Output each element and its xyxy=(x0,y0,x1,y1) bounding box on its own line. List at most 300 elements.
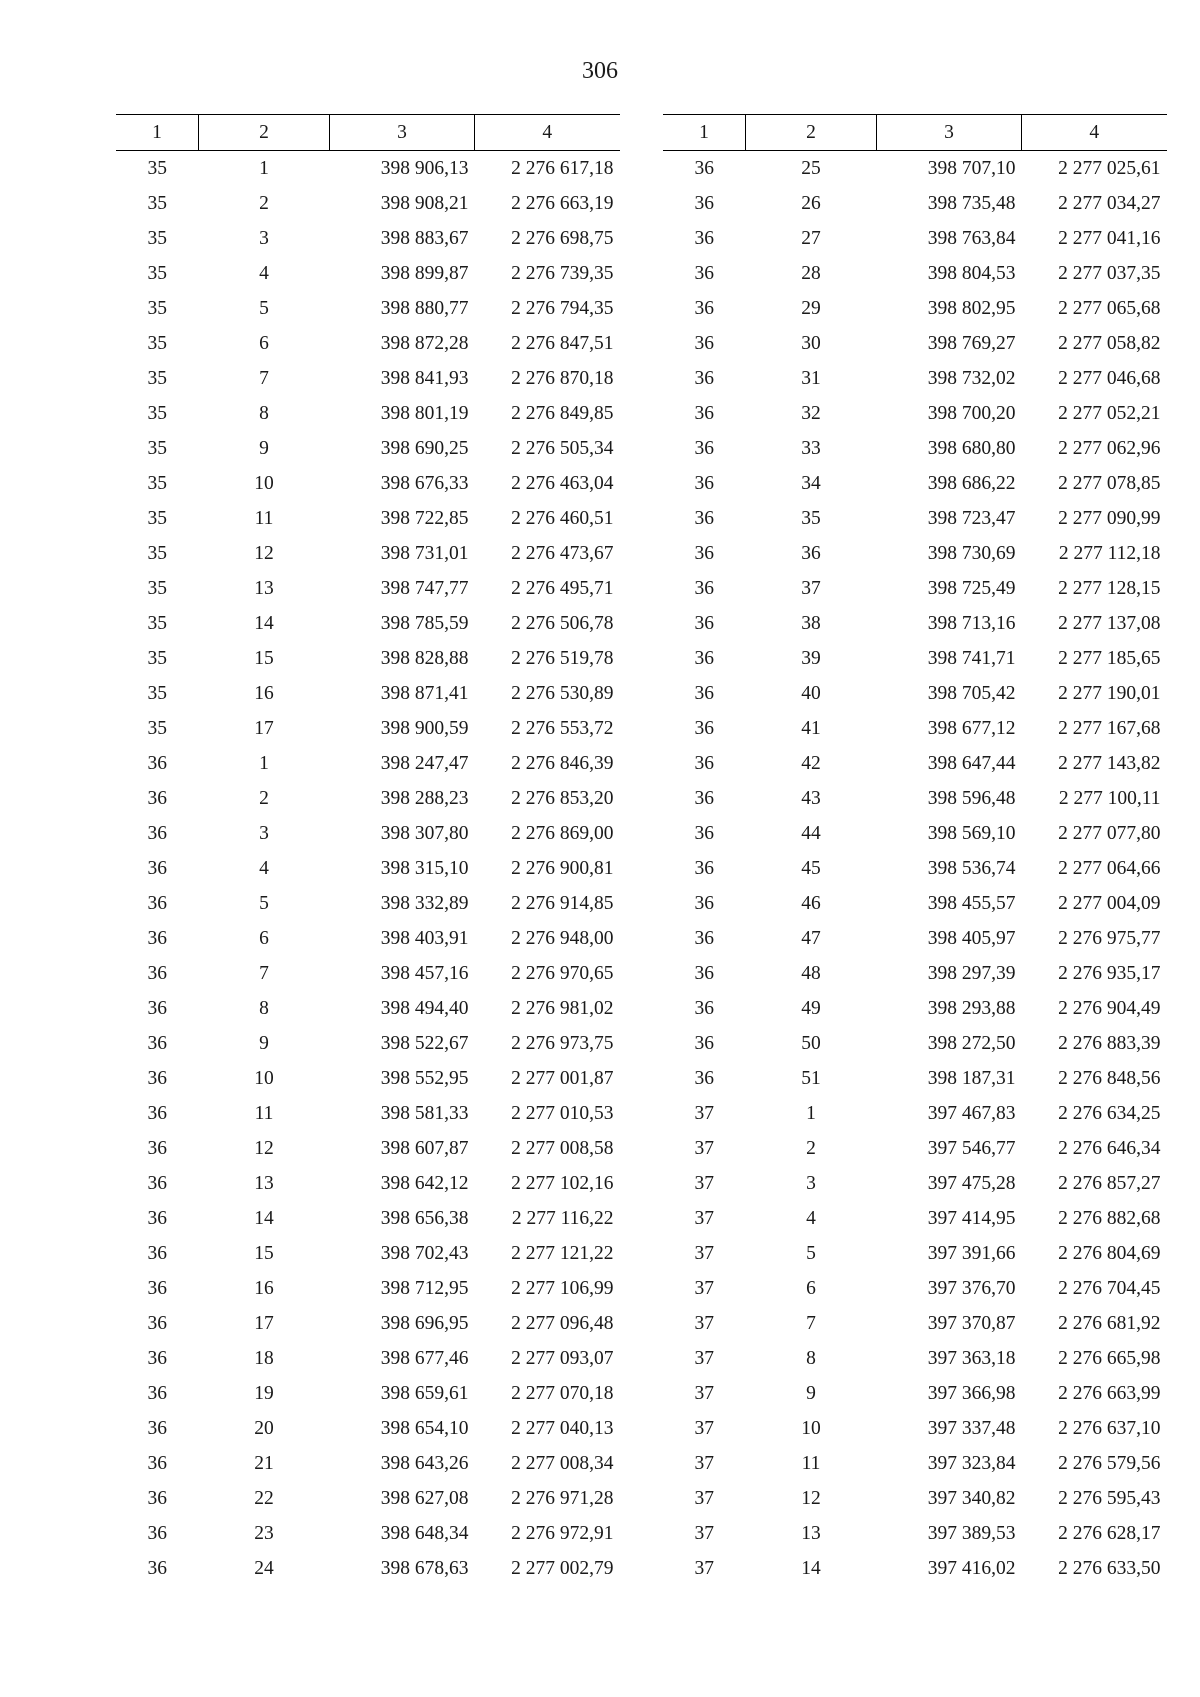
cell-section: 35 xyxy=(147,578,167,599)
cell-x-coordinate: 398 569,10 xyxy=(927,823,1016,844)
table-row xyxy=(116,291,620,326)
cell-x-coordinate: 398 899,87 xyxy=(380,263,469,284)
cell-point: 3 xyxy=(259,823,269,844)
cell-x-coordinate: 398 906,13 xyxy=(380,158,469,179)
table-row xyxy=(116,1446,620,1481)
cell-x-coordinate: 398 656,38 xyxy=(380,1208,469,1229)
cell-section: 35 xyxy=(147,648,167,669)
cell-y-coordinate: 2 277 112,18 xyxy=(1058,543,1161,564)
cell-section: 35 xyxy=(147,263,167,284)
table-row xyxy=(663,1481,1167,1516)
cell-point: 16 xyxy=(254,1278,274,1299)
cell-section: 35 xyxy=(147,718,167,739)
cell-y-coordinate: 2 277 102,16 xyxy=(511,1173,614,1194)
table-row xyxy=(116,1236,620,1271)
cell-section: 36 xyxy=(694,193,714,214)
cell-x-coordinate: 397 323,84 xyxy=(927,1453,1016,1474)
cell-y-coordinate: 2 276 981,02 xyxy=(511,998,614,1019)
table-row xyxy=(116,571,620,606)
cell-point: 14 xyxy=(801,1558,821,1579)
cell-y-coordinate: 2 277 078,85 xyxy=(1058,473,1161,494)
table-row xyxy=(663,991,1167,1026)
table-row xyxy=(116,151,620,187)
cell-point: 8 xyxy=(259,998,269,1019)
cell-y-coordinate: 2 277 010,53 xyxy=(511,1103,614,1124)
cell-point: 15 xyxy=(254,1243,274,1264)
cell-point: 29 xyxy=(801,298,821,319)
cell-section: 37 xyxy=(694,1278,714,1299)
cell-section: 35 xyxy=(147,403,167,424)
cell-section: 36 xyxy=(694,1068,714,1089)
cell-point: 15 xyxy=(254,648,274,669)
cell-x-coordinate: 397 389,53 xyxy=(927,1523,1016,1544)
cell-x-coordinate: 398 769,27 xyxy=(927,333,1016,354)
cell-section: 36 xyxy=(147,1208,167,1229)
cell-point: 14 xyxy=(254,1208,274,1229)
table-row xyxy=(116,361,620,396)
table-row xyxy=(116,1341,620,1376)
cell-y-coordinate: 2 276 870,18 xyxy=(511,368,614,389)
cell-section: 35 xyxy=(147,298,167,319)
cell-section: 36 xyxy=(694,998,714,1019)
table-row xyxy=(116,746,620,781)
cell-y-coordinate: 2 276 617,18 xyxy=(511,158,614,179)
cell-y-coordinate: 2 277 046,68 xyxy=(1058,368,1161,389)
cell-point: 24 xyxy=(254,1558,274,1579)
cell-y-coordinate: 2 276 460,51 xyxy=(511,508,614,529)
cell-y-coordinate: 2 277 058,82 xyxy=(1058,333,1161,354)
cell-section: 36 xyxy=(147,1453,167,1474)
cell-point: 5 xyxy=(259,298,269,319)
cell-section: 36 xyxy=(694,753,714,774)
cell-x-coordinate: 398 872,28 xyxy=(380,333,469,354)
cell-x-coordinate: 398 801,19 xyxy=(380,403,469,424)
cell-x-coordinate: 398 677,12 xyxy=(927,718,1016,739)
cell-x-coordinate: 398 596,48 xyxy=(927,788,1016,809)
cell-x-coordinate: 398 680,80 xyxy=(927,438,1016,459)
cell-section: 35 xyxy=(147,613,167,634)
table-row xyxy=(663,1551,1167,1586)
cell-point: 44 xyxy=(801,823,821,844)
cell-section: 36 xyxy=(694,613,714,634)
cell-section: 36 xyxy=(147,753,167,774)
table-row xyxy=(116,1271,620,1306)
cell-point: 6 xyxy=(259,333,269,354)
cell-section: 36 xyxy=(147,928,167,949)
cell-section: 37 xyxy=(694,1208,714,1229)
cell-point: 17 xyxy=(254,1313,274,1334)
cell-point: 9 xyxy=(259,1033,269,1054)
cell-x-coordinate: 398 732,02 xyxy=(927,368,1016,389)
cell-x-coordinate: 398 713,16 xyxy=(927,613,1016,634)
cell-x-coordinate: 397 340,82 xyxy=(927,1488,1016,1509)
table-header-row xyxy=(663,115,1167,151)
cell-section: 36 xyxy=(147,823,167,844)
cell-x-coordinate: 397 467,83 xyxy=(927,1103,1016,1124)
cell-section: 36 xyxy=(694,963,714,984)
cell-point: 49 xyxy=(801,998,821,1019)
cell-x-coordinate: 398 654,10 xyxy=(380,1418,469,1439)
cell-x-coordinate: 398 690,25 xyxy=(380,438,469,459)
table-row xyxy=(663,1236,1167,1271)
table-row xyxy=(663,151,1167,187)
cell-section: 35 xyxy=(147,158,167,179)
cell-section: 36 xyxy=(694,333,714,354)
table-row xyxy=(116,956,620,991)
cell-section: 35 xyxy=(147,543,167,564)
cell-section: 37 xyxy=(694,1453,714,1474)
table-row xyxy=(663,1306,1167,1341)
cell-x-coordinate: 398 187,31 xyxy=(927,1068,1016,1089)
cell-point: 11 xyxy=(254,1103,274,1124)
cell-y-coordinate: 2 276 846,39 xyxy=(511,753,614,774)
cell-point: 30 xyxy=(801,333,821,354)
cell-y-coordinate: 2 276 628,17 xyxy=(1058,1523,1161,1544)
table-row xyxy=(116,1201,620,1236)
cell-y-coordinate: 2 276 857,27 xyxy=(1058,1173,1161,1194)
table-row xyxy=(663,1096,1167,1131)
cell-section: 36 xyxy=(147,1243,167,1264)
cell-section: 36 xyxy=(694,298,714,319)
cell-point: 16 xyxy=(254,683,274,704)
cell-x-coordinate: 398 627,08 xyxy=(380,1488,469,1509)
cell-y-coordinate: 2 276 972,91 xyxy=(511,1523,614,1544)
cell-y-coordinate: 2 277 034,27 xyxy=(1058,193,1161,214)
cell-x-coordinate: 398 403,91 xyxy=(380,928,469,949)
cell-x-coordinate: 398 725,49 xyxy=(927,578,1016,599)
cell-x-coordinate: 398 455,57 xyxy=(927,893,1016,914)
cell-point: 8 xyxy=(806,1348,816,1369)
cell-y-coordinate: 2 276 463,04 xyxy=(511,473,614,494)
table-row xyxy=(663,571,1167,606)
page-number: 306 xyxy=(582,58,618,84)
cell-section: 37 xyxy=(694,1523,714,1544)
table-row xyxy=(116,501,620,536)
cell-point: 25 xyxy=(801,158,821,179)
table-row xyxy=(663,186,1167,221)
cell-section: 36 xyxy=(694,823,714,844)
cell-section: 36 xyxy=(694,473,714,494)
cell-x-coordinate: 397 337,48 xyxy=(927,1418,1016,1439)
cell-x-coordinate: 397 391,66 xyxy=(927,1243,1016,1264)
cell-point: 1 xyxy=(806,1103,816,1124)
cell-point: 42 xyxy=(801,753,821,774)
table-row xyxy=(663,1516,1167,1551)
cell-x-coordinate: 397 370,87 xyxy=(927,1313,1016,1334)
cell-point: 3 xyxy=(806,1173,816,1194)
table-row xyxy=(663,1271,1167,1306)
cell-point: 4 xyxy=(259,263,269,284)
cell-y-coordinate: 2 276 704,45 xyxy=(1058,1278,1161,1299)
table-row xyxy=(116,466,620,501)
cell-point: 5 xyxy=(806,1243,816,1264)
cell-y-coordinate: 2 276 681,92 xyxy=(1058,1313,1161,1334)
table-row xyxy=(663,466,1167,501)
cell-point: 26 xyxy=(801,193,821,214)
table-row xyxy=(116,711,620,746)
cell-section: 36 xyxy=(147,1488,167,1509)
cell-point: 5 xyxy=(259,893,269,914)
cell-x-coordinate: 398 785,59 xyxy=(380,613,469,634)
cell-section: 37 xyxy=(694,1488,714,1509)
table-row xyxy=(663,431,1167,466)
cell-section: 36 xyxy=(147,893,167,914)
cell-y-coordinate: 2 276 847,51 xyxy=(511,333,614,354)
cell-point: 13 xyxy=(801,1523,821,1544)
cell-x-coordinate: 398 705,42 xyxy=(927,683,1016,704)
table-row xyxy=(663,221,1167,256)
table-row xyxy=(116,886,620,921)
cell-y-coordinate: 2 277 096,48 xyxy=(511,1313,614,1334)
cell-point: 41 xyxy=(801,718,821,739)
cell-point: 38 xyxy=(801,613,821,634)
cell-y-coordinate: 2 277 008,58 xyxy=(511,1138,614,1159)
cell-y-coordinate: 2 276 853,20 xyxy=(511,788,614,809)
cell-x-coordinate: 398 677,46 xyxy=(380,1348,469,1369)
cell-section: 36 xyxy=(694,263,714,284)
cell-y-coordinate: 2 276 948,00 xyxy=(511,928,614,949)
cell-section: 37 xyxy=(694,1103,714,1124)
cell-y-coordinate: 2 277 093,07 xyxy=(511,1348,614,1369)
cell-y-coordinate: 2 276 973,75 xyxy=(511,1033,614,1054)
cell-x-coordinate: 398 700,20 xyxy=(927,403,1016,424)
cell-point: 8 xyxy=(259,403,269,424)
cell-point: 10 xyxy=(254,1068,274,1089)
cell-x-coordinate: 397 414,95 xyxy=(927,1208,1016,1229)
cell-point: 9 xyxy=(806,1383,816,1404)
cell-section: 35 xyxy=(147,438,167,459)
table-row xyxy=(663,886,1167,921)
cell-y-coordinate: 2 276 975,77 xyxy=(1058,928,1161,949)
cell-section: 36 xyxy=(147,858,167,879)
cell-point: 50 xyxy=(801,1033,821,1054)
table-row xyxy=(116,396,620,431)
cell-y-coordinate: 2 276 698,75 xyxy=(511,228,614,249)
cell-x-coordinate: 398 332,89 xyxy=(380,893,469,914)
cell-point: 12 xyxy=(801,1488,821,1509)
table-row xyxy=(116,921,620,956)
cell-point: 47 xyxy=(801,928,821,949)
cell-y-coordinate: 2 277 008,34 xyxy=(511,1453,614,1474)
table-row xyxy=(116,851,620,886)
cell-y-coordinate: 2 277 128,15 xyxy=(1058,578,1161,599)
cell-point: 34 xyxy=(801,473,821,494)
cell-section: 37 xyxy=(694,1173,714,1194)
cell-section: 36 xyxy=(147,998,167,1019)
cell-y-coordinate: 2 277 037,35 xyxy=(1058,263,1161,284)
cell-y-coordinate: 2 276 665,98 xyxy=(1058,1348,1161,1369)
cell-point: 27 xyxy=(801,228,821,249)
cell-y-coordinate: 2 276 637,10 xyxy=(1058,1418,1161,1439)
table-row xyxy=(116,536,620,571)
cell-point: 7 xyxy=(806,1313,816,1334)
cell-section: 36 xyxy=(147,1173,167,1194)
cell-section: 35 xyxy=(147,228,167,249)
cell-y-coordinate: 2 276 663,99 xyxy=(1058,1383,1161,1404)
cell-x-coordinate: 398 297,39 xyxy=(927,963,1016,984)
cell-x-coordinate: 397 376,70 xyxy=(927,1278,1016,1299)
cell-section: 35 xyxy=(147,333,167,354)
cell-y-coordinate: 2 276 869,00 xyxy=(511,823,614,844)
cell-x-coordinate: 398 804,53 xyxy=(927,263,1016,284)
cell-point: 33 xyxy=(801,438,821,459)
table-row xyxy=(663,956,1167,991)
cell-section: 36 xyxy=(694,578,714,599)
cell-y-coordinate: 2 277 116,22 xyxy=(511,1208,614,1229)
table-row xyxy=(116,816,620,851)
cell-point: 6 xyxy=(259,928,269,949)
cell-point: 9 xyxy=(259,438,269,459)
cell-x-coordinate: 398 678,63 xyxy=(380,1558,469,1579)
cell-point: 4 xyxy=(259,858,269,879)
cell-y-coordinate: 2 276 914,85 xyxy=(511,893,614,914)
cell-section: 37 xyxy=(694,1348,714,1369)
cell-y-coordinate: 2 276 882,68 xyxy=(1058,1208,1161,1229)
cell-x-coordinate: 398 696,95 xyxy=(380,1313,469,1334)
cell-section: 36 xyxy=(694,228,714,249)
cell-x-coordinate: 398 908,21 xyxy=(380,193,469,214)
cell-section: 35 xyxy=(147,508,167,529)
cell-section: 36 xyxy=(147,788,167,809)
cell-section: 36 xyxy=(694,893,714,914)
cell-y-coordinate: 2 276 473,67 xyxy=(511,543,614,564)
cell-point: 11 xyxy=(801,1453,821,1474)
cell-point: 6 xyxy=(806,1278,816,1299)
cell-x-coordinate: 398 676,33 xyxy=(380,473,469,494)
cell-x-coordinate: 398 552,95 xyxy=(380,1068,469,1089)
cell-x-coordinate: 398 880,77 xyxy=(380,298,469,319)
cell-section: 36 xyxy=(694,158,714,179)
cell-y-coordinate: 2 276 579,56 xyxy=(1058,1453,1161,1474)
cell-point: 10 xyxy=(254,473,274,494)
cell-x-coordinate: 398 307,80 xyxy=(380,823,469,844)
cell-point: 7 xyxy=(259,368,269,389)
cell-point: 28 xyxy=(801,263,821,284)
cell-point: 11 xyxy=(254,508,274,529)
cell-point: 31 xyxy=(801,368,821,389)
cell-point: 45 xyxy=(801,858,821,879)
cell-x-coordinate: 398 288,23 xyxy=(380,788,469,809)
cell-x-coordinate: 398 722,85 xyxy=(380,508,469,529)
cell-y-coordinate: 2 276 970,65 xyxy=(511,963,614,984)
cell-y-coordinate: 2 276 595,43 xyxy=(1058,1488,1161,1509)
cell-y-coordinate: 2 276 883,39 xyxy=(1058,1033,1161,1054)
cell-y-coordinate: 2 276 900,81 xyxy=(511,858,614,879)
cell-point: 37 xyxy=(801,578,821,599)
cell-x-coordinate: 398 686,22 xyxy=(927,473,1016,494)
cell-section: 36 xyxy=(147,1278,167,1299)
cell-section: 36 xyxy=(694,788,714,809)
cell-point: 17 xyxy=(254,718,274,739)
table-row xyxy=(663,1341,1167,1376)
cell-y-coordinate: 2 276 495,71 xyxy=(511,578,614,599)
table-row xyxy=(663,291,1167,326)
cell-section: 36 xyxy=(694,543,714,564)
cell-y-coordinate: 2 277 143,82 xyxy=(1058,753,1161,774)
table-row xyxy=(663,1131,1167,1166)
table-row xyxy=(116,641,620,676)
cell-point: 40 xyxy=(801,683,821,704)
cell-y-coordinate: 2 277 185,65 xyxy=(1058,648,1161,669)
cell-point: 36 xyxy=(801,543,821,564)
cell-point: 4 xyxy=(806,1208,816,1229)
table-row xyxy=(663,746,1167,781)
cell-section: 37 xyxy=(694,1313,714,1334)
cell-section: 36 xyxy=(147,1313,167,1334)
cell-y-coordinate: 2 277 062,96 xyxy=(1058,438,1161,459)
column-header-3: 3 xyxy=(330,115,475,151)
cell-point: 21 xyxy=(254,1453,274,1474)
cell-section: 36 xyxy=(147,1348,167,1369)
cell-point: 32 xyxy=(801,403,821,424)
table-row xyxy=(663,606,1167,641)
cell-point: 14 xyxy=(254,613,274,634)
cell-section: 36 xyxy=(147,1383,167,1404)
cell-section: 36 xyxy=(694,648,714,669)
cell-x-coordinate: 398 405,97 xyxy=(927,928,1016,949)
cell-x-coordinate: 398 536,74 xyxy=(927,858,1016,879)
table-row xyxy=(116,1516,620,1551)
cell-x-coordinate: 398 643,26 xyxy=(380,1453,469,1474)
table-row xyxy=(663,396,1167,431)
cell-y-coordinate: 2 277 100,11 xyxy=(1058,788,1161,809)
cell-section: 36 xyxy=(147,1418,167,1439)
table-row xyxy=(663,781,1167,816)
cell-y-coordinate: 2 277 041,16 xyxy=(1058,228,1161,249)
cell-section: 35 xyxy=(147,473,167,494)
cell-y-coordinate: 2 276 519,78 xyxy=(511,648,614,669)
table-row xyxy=(116,256,620,291)
table-row xyxy=(116,1026,620,1061)
cell-y-coordinate: 2 276 935,17 xyxy=(1058,963,1161,984)
cell-x-coordinate: 398 828,88 xyxy=(380,648,469,669)
cell-point: 23 xyxy=(254,1523,274,1544)
cell-x-coordinate: 397 475,28 xyxy=(927,1173,1016,1194)
cell-x-coordinate: 398 581,33 xyxy=(380,1103,469,1124)
table-row xyxy=(663,326,1167,361)
cell-point: 1 xyxy=(259,753,269,774)
cell-point: 39 xyxy=(801,648,821,669)
cell-section: 35 xyxy=(147,683,167,704)
cell-section: 36 xyxy=(147,1103,167,1124)
table-row xyxy=(116,991,620,1026)
cell-y-coordinate: 2 277 190,01 xyxy=(1058,683,1161,704)
table-row xyxy=(663,1446,1167,1481)
table-row xyxy=(663,711,1167,746)
table-row xyxy=(116,606,620,641)
cell-point: 48 xyxy=(801,963,821,984)
cell-x-coordinate: 398 731,01 xyxy=(380,543,469,564)
table-row xyxy=(663,676,1167,711)
table-row xyxy=(663,816,1167,851)
cell-y-coordinate: 2 277 001,87 xyxy=(511,1068,614,1089)
cell-point: 18 xyxy=(254,1348,274,1369)
cell-section: 36 xyxy=(694,403,714,424)
cell-y-coordinate: 2 277 121,22 xyxy=(511,1243,614,1264)
cell-section: 36 xyxy=(147,1558,167,1579)
cell-x-coordinate: 397 546,77 xyxy=(927,1138,1016,1159)
cell-x-coordinate: 398 659,61 xyxy=(380,1383,469,1404)
cell-section: 36 xyxy=(147,1068,167,1089)
table-row xyxy=(663,1201,1167,1236)
cell-y-coordinate: 2 276 848,56 xyxy=(1058,1068,1161,1089)
cell-y-coordinate: 2 277 002,79 xyxy=(511,1558,614,1579)
cell-point: 43 xyxy=(801,788,821,809)
cell-y-coordinate: 2 276 530,89 xyxy=(511,683,614,704)
cell-y-coordinate: 2 276 505,34 xyxy=(511,438,614,459)
table-header-row xyxy=(116,115,620,151)
cell-point: 13 xyxy=(254,578,274,599)
